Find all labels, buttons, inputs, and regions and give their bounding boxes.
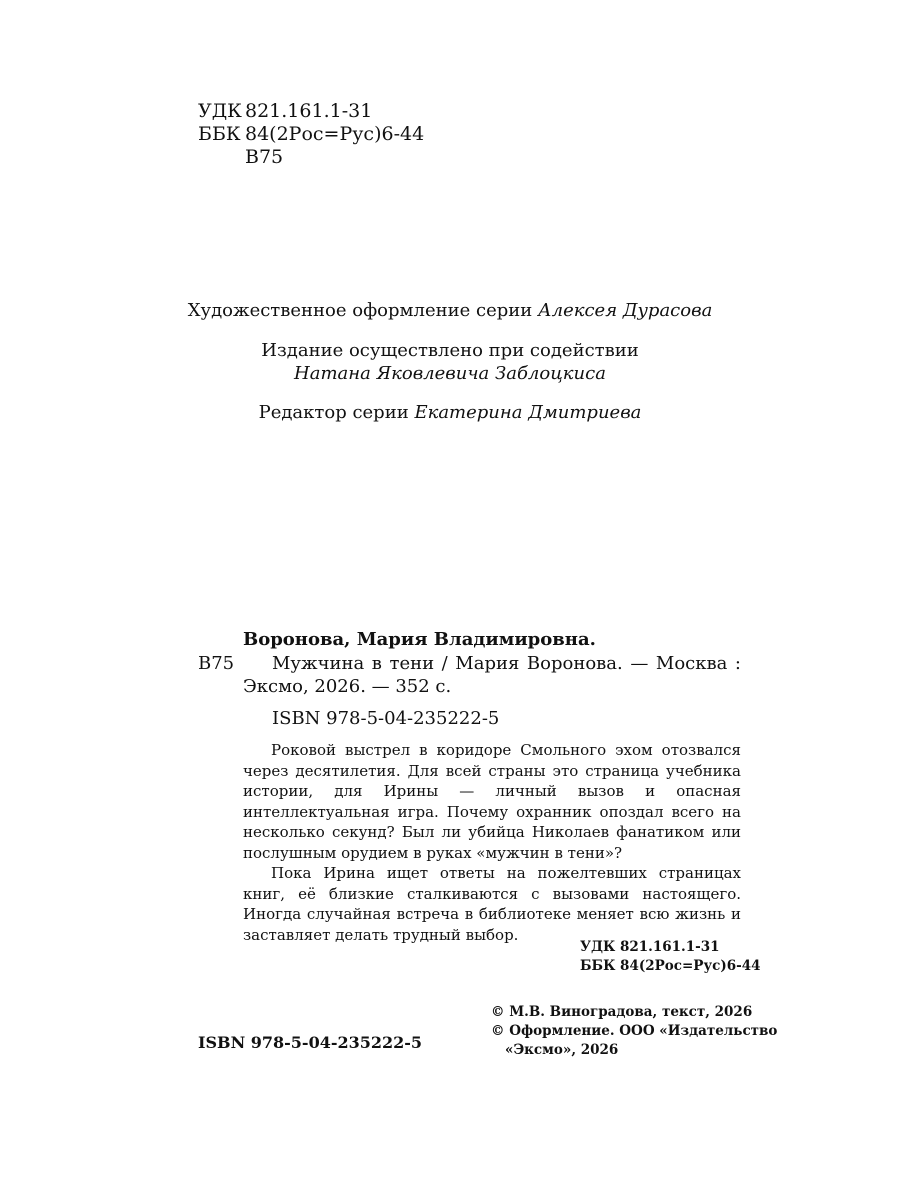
credits-block [0,299,900,424]
editor-prefix: Редактор серии [258,402,409,423]
support-name-line [0,362,900,385]
catalog-author: Воронова, Мария Владимировна. [243,629,596,650]
editor-name: Екатерина Дмитриева [414,402,642,423]
design-prefix: Художественное оформление серии [187,300,533,321]
udk-line [198,100,424,123]
catalog-isbn: ISBN 978-5-04-235222-5 [272,708,500,729]
design-credit [0,299,900,322]
footer-bbk: ББК 84(2Рос=Рус)6-44 [580,958,761,974]
udk-value: 821.161.1-31 [245,100,373,122]
udk-label: УДК [198,100,242,122]
design-name: Алексея Дурасова [537,300,713,321]
editor-credit [0,401,900,424]
author-mark-line [198,146,424,169]
annotation-paragraph-2: Пока Ирина ищет ответы на пожелтевших страницах книг, её близкие сталкиваются с вызовами настоящего. Иногда случайная встреча в библиотеке меняет всю жизнь и заставляет делать трудный выбор. [243,864,741,944]
catalog-title-line2: Эксмо, 2026. — 352 с. [243,676,452,697]
catalog-mark: В75 [198,653,235,674]
annotation-paragraph-1: Роковой выстрел в коридоре Смольного эхом отозвался через десятилетия. Для всей страны это страница учебника истории, для Ирины — личный вызов и опасная интеллектуальная игра. Почему охранник опоздал всего на несколько секунд? Был ли убийца Николаев фанатиком или послушным орудием в руках «мужчин в тени»? [243,741,741,862]
catalog-title-line1: Мужчина в тени / Мария Воронова. — Москва : [272,653,741,674]
bbk-label: ББК [198,123,241,145]
copyright-block [491,1003,777,1060]
support-line: Издание осуществлено при содействии [261,340,639,361]
footer-udk: УДК 821.161.1-31 [580,939,720,955]
classification-block [198,100,424,169]
author-mark: В75 [245,146,284,168]
copyright-text: © М.В. Виноградова, текст, 2026 [491,1004,753,1020]
copyright-design-cont: «Эксмо», 2026 [505,1042,619,1058]
bbk-value: 84(2Рос=Рус)6-44 [245,123,425,145]
footer-classification [580,938,761,976]
footer-isbn: ISBN 978-5-04-235222-5 [198,1033,423,1052]
support-name: Натана Яковлевича Заблоцкиса [294,363,606,384]
copyright-design: © Оформление. ООО «Издательство [491,1023,778,1039]
annotation [243,740,741,945]
bbk-line [198,123,424,146]
